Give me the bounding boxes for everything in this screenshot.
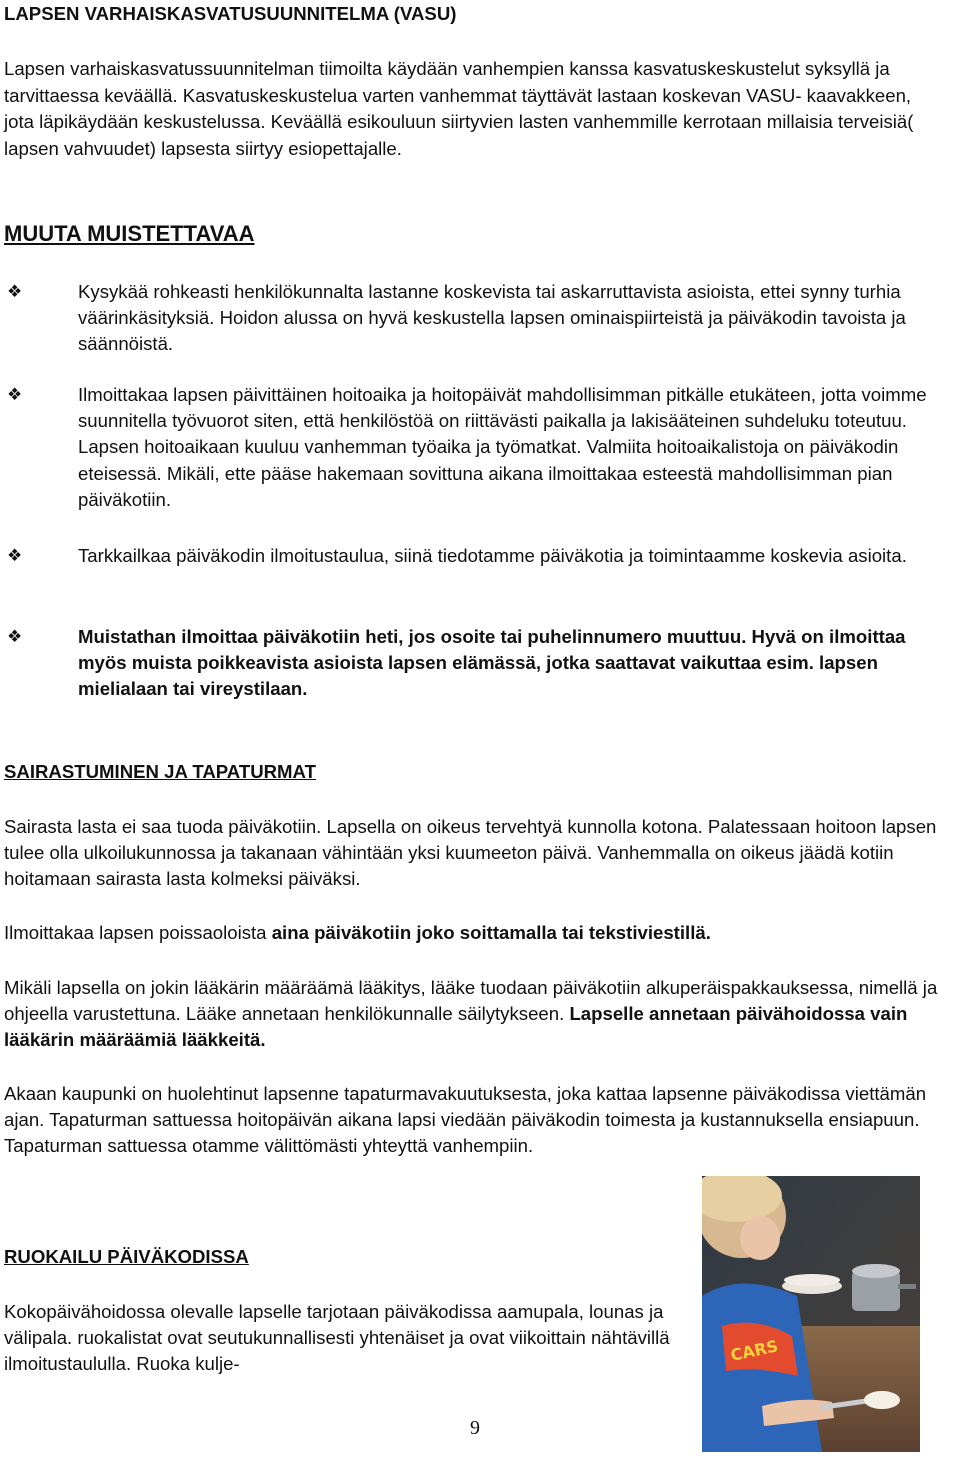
section-heading-vasu: LAPSEN VARHAISKASVATUSUUNNITELMA (VASU)	[4, 3, 457, 24]
vasu-paragraph: Lapsen varhaiskasvatussuunnitelman tiimoilta käydään vanhempien kanssa kasvatuskeskustelut syksyllä ja tarvittaessa keväällä. Kasvatuskeskustelua varten vanhemmat täyttävät lastaan koskevan VASU- kaavakkeen, jota läpikäydään keskustelussa. Keväällä esikouluun siirtyvien lasten vanhemmille kerrotaan millaisia terveisiä( lapsen vahvuudet) lapsesta siirtyy esiopettajalle.	[4, 58, 914, 159]
section-heading-sairastuminen: SAIRASTUMINEN JA TAPATURMAT	[4, 761, 316, 782]
list-item-text: Tarkkailkaa päiväkodin ilmoitustaulua, siinä tiedotamme päiväkotia ja toimintaamme koskevia asioita.	[78, 545, 907, 566]
child-eating-photo	[702, 1176, 920, 1452]
medication-text: Mikäli lapsella on jokin lääkärin määräämä lääkitys, lääke tuodaan päiväkotiin alkuperäispakkauksessa, nimellä ja ohjeella varustettuna. Lääke annetaan henkilökunnalle säilytykseen.	[4, 977, 938, 1025]
section-heading-ruokailu: RUOKAILU PÄIVÄKODISSA	[4, 1246, 249, 1267]
absence-paragraph	[4, 920, 940, 946]
absence-emphasis: aina päiväkotiin joko soittamalla tai tekstiviestillä.	[271, 922, 711, 943]
meals-paragraph: Kokopäivähoidossa olevalle lapselle tarjotaan päiväkodissa aamupala, lounas ja välipala. ruokalistat ovat seutukunnallisesti yhtenäiset ja ovat viikoittain nähtävillä ilmoitustaululla. Ruoka kulje-	[4, 1301, 670, 1375]
diamond-bullet-icon: ❖	[7, 282, 23, 301]
section-heading-muuta-muistettavaa: MUUTA MUISTETTAVAA	[4, 221, 255, 246]
page-number: 9	[470, 1417, 480, 1439]
medication-paragraph	[4, 975, 940, 1054]
diamond-bullet-icon: ❖	[7, 546, 23, 565]
list-item-text: Muistathan ilmoittaa päiväkotiin heti, jos osoite tai puhelinnumero muuttuu. Hyvä on ilmoittaa myös muista poikkeavista asioista lapsen elämässä, jotka saattavat vaikuttaa esim. lapsen mielialaan tai vireystilaan.	[78, 626, 906, 700]
diamond-bullet-icon: ❖	[7, 385, 23, 404]
illness-paragraph: Sairasta lasta ei saa tuoda päiväkotiin. Lapsella on oikeus tervehtyä kunnolla kotona. Palatessaan hoitoon lapsen tulee olla ulkoilukunnossa ja takanaan vähintään yksi kuumeeton päivä. Vanhemmalla on oikeus jäädä kotiin hoitamaan sairasta lasta kolmeksi päiväksi.	[4, 816, 937, 890]
list-item-text: Ilmoittakaa lapsen päivittäinen hoitoaika ja hoitopäivät mahdollisimman pitkälle etukäteen, jotta voimme suunnitella työvuorot siten, että henkilöstöä on riittävästi paikalla ja lakisääteinen suhdeluku toteutuu. Lapsen hoitoaikaan kuuluu vanhemman työaika ja työmatkat. Valmiita hoitoaikalistoja on päiväkodin eteisessä. Mikäli, ette pääse hakemaan sovittuna aikana ilmoittakaa esteestä mahdollisimman pian päiväkotiin.	[78, 384, 927, 510]
absence-text: Ilmoittakaa lapsen poissaoloista	[4, 922, 272, 943]
diamond-bullet-icon: ❖	[7, 627, 23, 646]
insurance-paragraph: Akaan kaupunki on huolehtinut lapsenne tapaturmavakuutuksesta, joka kattaa lapsenne päiväkodissa viettämän ajan. Tapaturman sattuessa hoitopäivän aikana lapsi viedään päiväkodin toimesta ja kustannuksella ensiapuun. Tapaturman sattuessa otamme välittömästi yhteyttä vanhempiin.	[4, 1083, 927, 1157]
shirt-print: CARS	[728, 1336, 780, 1365]
list-item-text: Kysykää rohkeasti henkilökunnalta lastanne koskevista tai askarruttavista asioista, ettei synny turhia väärinkäsityksiä. Hoidon alussa on hyvä keskustella lapsen ominaispiirteistä ja päiväkodin tavoista ja säännöistä.	[78, 281, 906, 355]
medication-emphasis: Lapselle annetaan päivähoidossa vain lääkärin määräämiä lääkkeitä.	[4, 1003, 908, 1051]
